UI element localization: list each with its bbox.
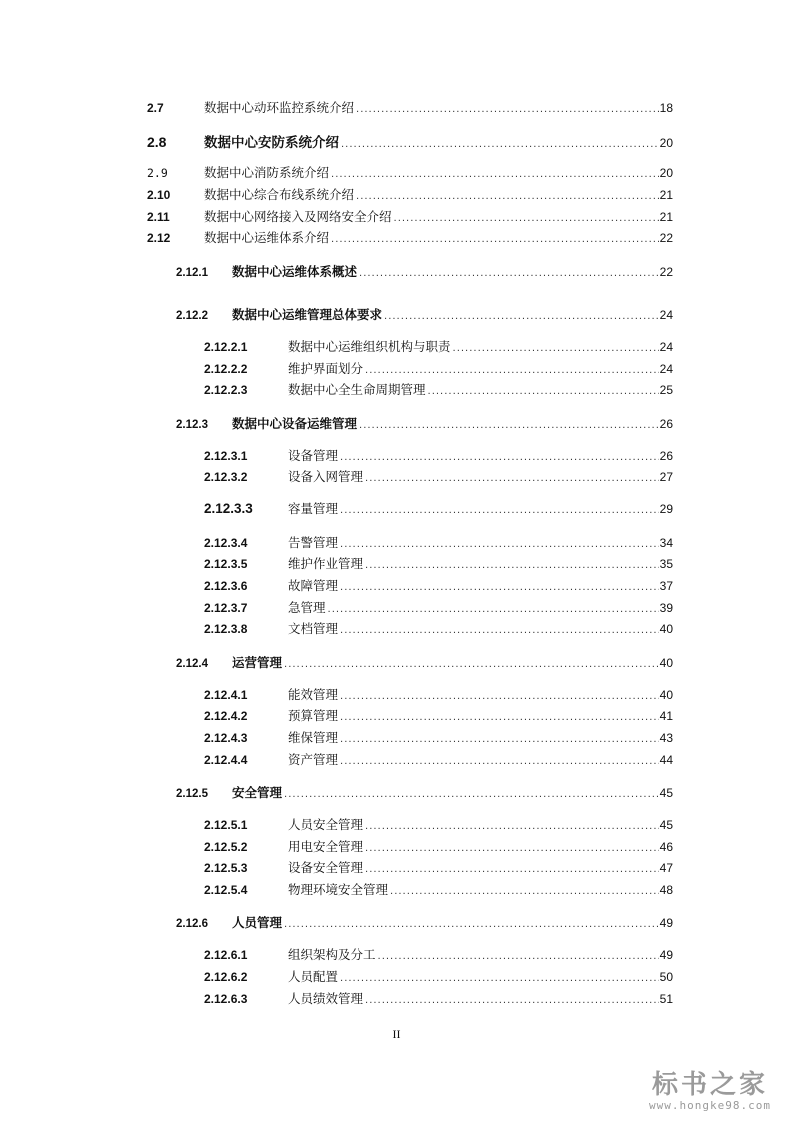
toc-entry-page: 46 [659, 840, 673, 854]
toc-entry-leader [340, 973, 659, 984]
toc-entry-leader [356, 191, 659, 202]
toc-entry[interactable] [204, 533, 673, 553]
toc-entry-title: 数据中心运维体系概述 [232, 264, 358, 279]
toc-entry-number: 2.12.6.1 [204, 948, 248, 962]
toc-entry-number: 2.12.4 [176, 658, 208, 670]
toc-entry[interactable] [147, 131, 673, 151]
toc-entry[interactable] [176, 414, 673, 434]
toc-entry-title: 维护界面划分 [288, 361, 364, 376]
toc-entry[interactable] [176, 305, 673, 325]
toc-entry-page: 21 [659, 210, 673, 224]
toc-entry-title: 物理环境安全管理 [288, 882, 389, 897]
toc-entry[interactable] [176, 653, 673, 673]
toc-entry-leader [359, 268, 659, 279]
toc-entry-page: 51 [659, 992, 673, 1006]
toc-entry-page: 40 [659, 688, 673, 702]
toc-entry-leader [340, 734, 659, 745]
toc-entry-title: 用电安全管理 [288, 839, 364, 854]
toc-entry-page: 20 [659, 136, 673, 150]
toc-entry-number: 2.12.6.3 [204, 992, 248, 1006]
watermark-url: www.hongke98.com [649, 1099, 771, 1112]
toc-entry-page: 50 [659, 970, 673, 984]
toc-entry[interactable] [204, 359, 673, 379]
toc-entry-number: 2.12.4.4 [204, 753, 248, 767]
toc-entry-title: 设备入网管理 [288, 469, 364, 484]
toc-entry-number: 2.7 [147, 101, 164, 115]
toc-entry-page: 24 [659, 308, 673, 322]
toc-entry-page: 22 [659, 265, 673, 279]
toc-entry-title: 维护作业管理 [288, 556, 364, 571]
toc-entry-title: 能效管理 [288, 687, 339, 702]
toc-entry[interactable] [147, 185, 673, 205]
toc-entry-number: 2.10 [147, 188, 171, 202]
toc-entry-page: 47 [659, 861, 673, 875]
toc-entry-leader [365, 560, 659, 571]
toc-entry-leader [340, 756, 659, 767]
toc-entry[interactable] [204, 989, 673, 1009]
toc-entry-page: 40 [659, 656, 673, 670]
toc-entry[interactable] [176, 913, 673, 933]
toc-entry-leader [365, 473, 659, 484]
toc-entry[interactable] [147, 228, 673, 248]
toc-entry-page: 24 [659, 362, 673, 376]
toc-entry-leader [365, 864, 659, 875]
toc-entry-title: 人员绩效管理 [288, 991, 364, 1006]
toc-entry-title: 数据中心动环监控系统介绍 [204, 100, 355, 115]
toc-entry-page: 29 [659, 502, 673, 516]
toc-entry-page: 25 [659, 383, 673, 397]
toc-entry-title: 数据中心运维组织机构与职责 [288, 339, 451, 354]
toc-entry-number: 2.12.4.1 [204, 688, 248, 702]
toc-entry-title: 设备管理 [288, 448, 339, 463]
toc-entry[interactable] [204, 554, 673, 574]
watermark-title: 标书之家 [651, 1070, 768, 1100]
toc-entry[interactable] [204, 880, 673, 900]
toc-entry-page: 26 [659, 449, 673, 463]
toc-entry[interactable] [204, 337, 673, 357]
toc-entry-leader [284, 789, 659, 800]
toc-entry-page: 43 [659, 731, 673, 745]
toc-entry[interactable] [204, 685, 673, 705]
toc-entry-number: 2.12.6.2 [204, 970, 248, 984]
toc-entry-page: 48 [659, 883, 673, 897]
toc-entry-title: 运营管理 [232, 655, 283, 670]
toc-entry-leader [340, 691, 659, 702]
toc-entry-number: 2.12.1 [176, 267, 208, 279]
watermark-logo [630, 1064, 790, 1112]
toc-entry-leader [384, 311, 659, 322]
toc-entry[interactable] [204, 380, 673, 400]
toc-entry-title: 人员管理 [232, 915, 283, 930]
toc-entry-number: 2.12.3.6 [204, 579, 248, 593]
toc-entry-leader [365, 821, 659, 832]
toc-entry-title: 故障管理 [288, 578, 339, 593]
toc-entry-leader [341, 139, 659, 150]
toc-entry-title: 设备安全管理 [288, 860, 364, 875]
toc-entry-title: 组织架构及分工 [288, 947, 376, 962]
toc-entry-number: 2.12.5.3 [204, 861, 248, 875]
toc-entry-title: 数据中心综合布线系统介绍 [204, 187, 355, 202]
toc-entry-number: 2.12.2.1 [204, 340, 248, 354]
toc-entry[interactable] [204, 576, 673, 596]
toc-entry-leader [284, 659, 659, 670]
toc-entry-page: 21 [659, 188, 673, 202]
toc-entry-title: 数据中心全生命周期管理 [288, 382, 426, 397]
toc-entry-number: 2.12.3.5 [204, 557, 248, 571]
toc-entry-title: 数据中心消防系统介绍 [204, 165, 330, 180]
toc-entry-number: 2.12.5 [176, 788, 208, 800]
toc-entry-number: 2.9 [147, 166, 168, 180]
toc-entry-page: 49 [659, 916, 673, 930]
toc-entry-number: 2.12.4.3 [204, 731, 248, 745]
toc-entry-number: 2.12 [147, 231, 171, 245]
toc-entry-title: 数据中心运维管理总体要求 [232, 307, 383, 322]
toc-entry-number: 2.12.5.4 [204, 883, 248, 897]
toc-entry[interactable] [204, 467, 673, 487]
toc-entry-page: 45 [659, 786, 673, 800]
toc-entry-number: 2.12.3.4 [204, 536, 248, 550]
toc-entry[interactable] [147, 163, 673, 183]
toc-entry-page: 22 [659, 231, 673, 245]
toc-entry-number: 2.12.2.3 [204, 383, 248, 397]
toc-entry-page: 34 [659, 536, 673, 550]
toc-entry-leader [340, 539, 659, 550]
toc-entry-number: 2.12.5.2 [204, 840, 248, 854]
toc-entry-page: 41 [659, 709, 673, 723]
toc-entry-number: 2.12.3.2 [204, 470, 248, 484]
toc-entry-leader [340, 582, 659, 593]
toc-entry-title: 维保管理 [288, 730, 339, 745]
toc-entry-title: 数据中心运维体系介绍 [204, 230, 330, 245]
toc-entry-number: 2.12.3.8 [204, 622, 248, 636]
toc-entry-leader [328, 604, 659, 615]
toc-entry-number: 2.12.6 [176, 918, 208, 930]
toc-entry-number: 2.8 [147, 134, 167, 150]
toc-entry[interactable] [204, 858, 673, 878]
toc-entry[interactable] [204, 706, 673, 726]
toc-entry-leader [331, 234, 659, 245]
toc-entry[interactable] [204, 728, 673, 748]
toc-entry[interactable] [176, 783, 673, 803]
toc-entry[interactable] [204, 499, 673, 519]
toc-entry-page: 24 [659, 340, 673, 354]
toc-entry-number: 2.12.3.7 [204, 601, 248, 615]
toc-entry-page: 27 [659, 470, 673, 484]
toc-entry-leader [340, 452, 659, 463]
toc-entry-title: 数据中心网络接入及网络安全介绍 [204, 209, 392, 224]
toc-entry-page: 49 [659, 948, 673, 962]
toc-entry[interactable] [147, 98, 673, 118]
toc-entry-title: 急管理 [288, 600, 326, 615]
toc-entry-page: 45 [659, 818, 673, 832]
toc-entry-leader [340, 712, 659, 723]
toc-entry[interactable] [204, 619, 673, 639]
toc-entry-number: 2.12.2.2 [204, 362, 248, 376]
toc-entry-leader [365, 995, 659, 1006]
toc-entry-leader [340, 625, 659, 636]
toc-entry-number: 2.12.5.1 [204, 818, 248, 832]
toc-entry-title: 文档管理 [288, 621, 339, 636]
toc-entry-page: 40 [659, 622, 673, 636]
toc-entry-title: 数据中心安防系统介绍 [204, 135, 339, 151]
toc-entry-leader [453, 343, 659, 354]
toc-entry-page: 26 [659, 417, 673, 431]
toc-entry-page: 39 [659, 601, 673, 615]
toc-entry-page: 37 [659, 579, 673, 593]
toc-entry-number: 2.12.3.3 [204, 501, 253, 516]
toc-entry-leader [331, 169, 659, 180]
toc-entry-number: 2.12.3 [176, 419, 208, 431]
toc-entry-title: 人员安全管理 [288, 817, 364, 832]
toc-entry[interactable] [204, 750, 673, 770]
toc-entry-leader [365, 365, 659, 376]
toc-entry-title: 容量管理 [288, 501, 339, 516]
toc-entry-leader [284, 919, 659, 930]
toc-entry-title: 人员配置 [288, 969, 339, 984]
toc-entry-leader [378, 951, 659, 962]
toc-entry-number: 2.12.3.1 [204, 449, 248, 463]
toc-entry-page: 44 [659, 753, 673, 767]
toc-entry-leader [365, 843, 659, 854]
toc-entry-leader [390, 886, 659, 897]
toc-entry-page: 18 [659, 101, 673, 115]
toc-entry-page: 20 [659, 166, 673, 180]
toc-entry-number: 2.12.4.2 [204, 709, 248, 723]
toc-entry-number: 2.11 [147, 210, 170, 224]
toc-entry-leader [356, 104, 659, 115]
toc-entry-title: 告警管理 [288, 535, 339, 550]
toc-entry-leader [340, 505, 659, 516]
toc-entry[interactable] [204, 837, 673, 857]
page-number-footer: II [392, 1027, 401, 1041]
toc-entry[interactable] [147, 207, 673, 227]
toc-entry[interactable] [204, 598, 673, 618]
toc-entry-page: 35 [659, 557, 673, 571]
toc-entry-title: 数据中心设备运维管理 [232, 416, 358, 431]
toc-entry[interactable] [204, 967, 673, 987]
toc-entry-title: 安全管理 [232, 785, 283, 800]
toc-entry-number: 2.12.2 [176, 310, 208, 322]
toc-entry[interactable] [176, 262, 673, 282]
toc-entry-leader [359, 420, 659, 431]
toc-entry-title: 预算管理 [288, 708, 339, 723]
toc-entry[interactable] [204, 815, 673, 835]
toc-entry-title: 资产管理 [288, 752, 339, 767]
toc-entry[interactable] [204, 446, 673, 466]
toc-entry-leader [394, 213, 659, 224]
toc-entry-leader [428, 386, 659, 397]
toc-entry[interactable] [204, 945, 673, 965]
